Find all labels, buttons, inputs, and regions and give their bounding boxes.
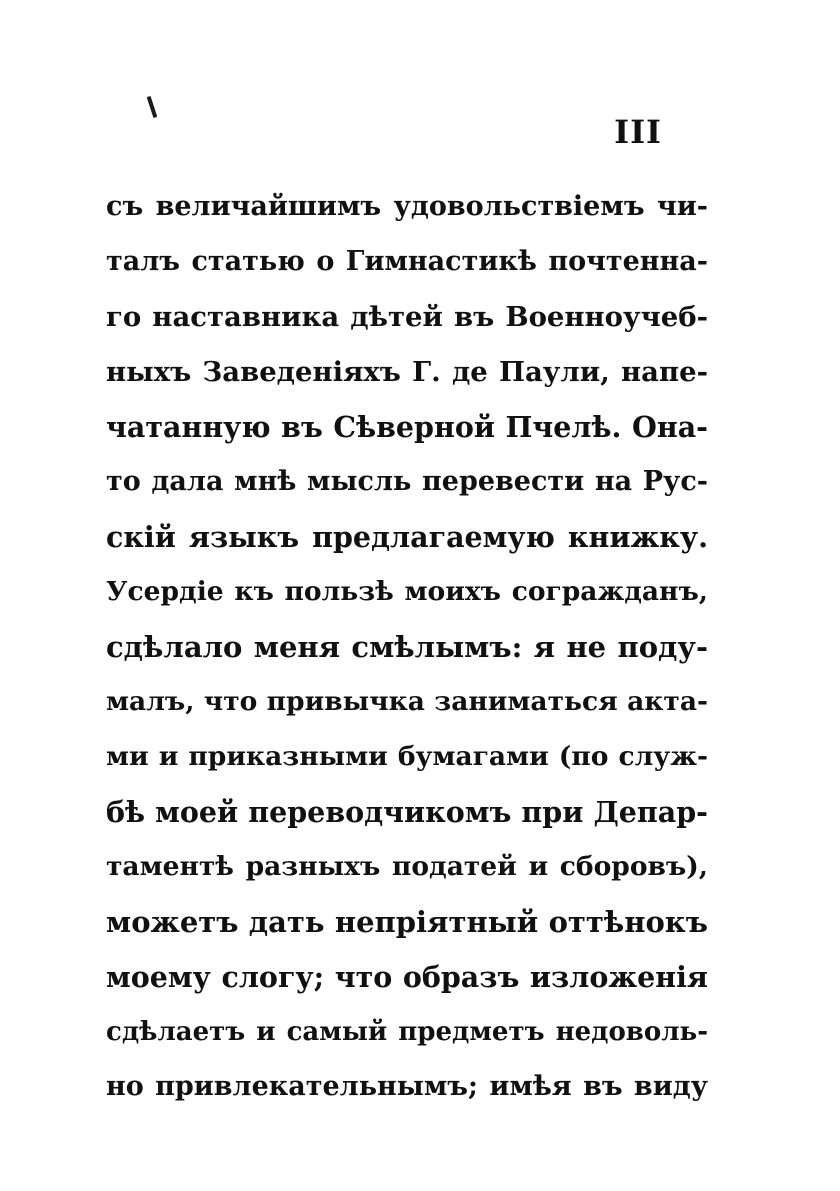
text-line: Усердіе къ пользѣ моихъ согражданъ, — [106, 576, 708, 607]
text-line: скій языкъ предлагаемую книжку. — [106, 520, 708, 554]
body-text — [106, 182, 708, 1117]
text-line: но привлекательнымъ; имѣя въ виду — [106, 1071, 708, 1102]
text-line: сдѣлало меня смѣлымъ: я не поду- — [106, 630, 708, 664]
text-line: можетъ дать непріятный оттѣнокъ — [106, 905, 708, 939]
text-line: съ величайшимъ удовольствіемъ чи- — [106, 191, 708, 222]
text-line: го наставника дѣтей въ Военноучеб- — [106, 301, 708, 333]
text-line: малъ, что привычка заниматься акта- — [106, 686, 708, 717]
ink-mark — [147, 96, 158, 118]
text-line: талъ статью о Гимнастикѣ почтенна- — [106, 246, 708, 277]
text-line: ныхъ Заведеніяхъ Г. де Паули, напе- — [106, 356, 708, 388]
text-line: чатанную въ Сѣверной Пчелѣ. Она- — [106, 410, 708, 444]
text-line: бѣ моей переводчикомъ при Депар- — [106, 795, 708, 829]
text-line: моему слогу; что образъ изложенія — [106, 960, 708, 994]
text-line: сдѣлаетъ и самый предметъ недоволь- — [106, 1017, 708, 1047]
text-line: таментѣ разныхъ податей и сборовъ), — [106, 851, 708, 882]
text-line: то дала мнѣ мысль перевести на Рус- — [106, 466, 708, 497]
page-number: III — [614, 113, 662, 151]
text-line: ми и приказными бумагами (по служ- — [106, 741, 708, 772]
